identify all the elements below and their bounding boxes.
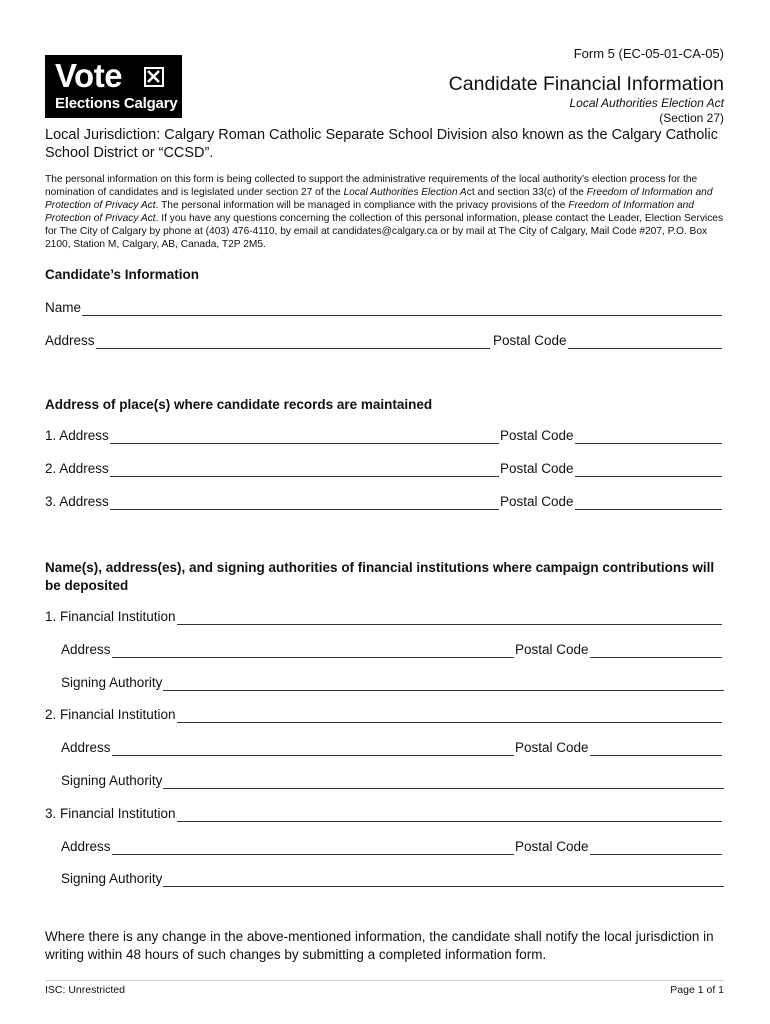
candidate-address-field[interactable] [45, 333, 490, 349]
institution-2-address-field[interactable] [61, 740, 514, 756]
signing-authority-line[interactable] [163, 873, 724, 887]
address-line[interactable] [96, 335, 490, 349]
postal-code-line[interactable] [568, 335, 722, 349]
form-number: Form 5 (EC-05-01-CA-05) [573, 46, 724, 61]
institution-3-signing-field[interactable] [61, 871, 724, 887]
signing-authority-line[interactable] [163, 677, 724, 691]
institution-3-field[interactable] [45, 806, 722, 822]
page-number: Page 1 of 1 [670, 984, 724, 996]
logo-subtitle: Elections Calgary [55, 95, 178, 112]
records-postal-1-field[interactable] [500, 428, 722, 444]
institution-2-postal-field[interactable] [515, 740, 722, 756]
candidate-info-heading: Candidate’s Information [45, 267, 200, 282]
institution-label: 2. Financial Institution [45, 707, 176, 722]
signing-authority-label: Signing Authority [61, 675, 163, 690]
name-line[interactable] [82, 302, 722, 316]
address-label: Address [61, 642, 111, 657]
postal-code-label: Postal Code [500, 494, 574, 509]
signing-authority-line[interactable] [163, 775, 724, 789]
logo-word: Vote [55, 57, 123, 94]
postal-code-line[interactable] [575, 496, 722, 510]
institution-line[interactable] [177, 808, 722, 822]
address-label: 2. Address [45, 461, 109, 476]
institution-label: 3. Financial Institution [45, 806, 176, 821]
ballot-box-x-icon [144, 67, 164, 87]
address-label: 3. Address [45, 494, 109, 509]
address-line[interactable] [110, 496, 499, 510]
security-classification: ISC: Unrestricted [45, 984, 125, 996]
change-notice: Where there is any change in the above-mentioned information, the candidate shall notify the local jurisdiction in writing within 48 hours of such changes by submitting a completed information form. [45, 929, 714, 962]
name-field[interactable] [45, 300, 722, 316]
address-line[interactable] [112, 742, 514, 756]
postal-code-line[interactable] [590, 742, 722, 756]
postal-code-line[interactable] [590, 841, 722, 855]
institutions-heading: Name(s), address(es), and signing authorities of financial institutions where campaign contributions will be deposited [45, 560, 715, 593]
records-address-3-field[interactable] [45, 494, 499, 510]
address-label: 1. Address [45, 428, 109, 443]
institution-2-field[interactable] [45, 707, 722, 723]
institution-1-address-field[interactable] [61, 642, 514, 658]
address-line[interactable] [112, 644, 514, 658]
postal-code-label: Postal Code [500, 428, 574, 443]
postal-code-label: Postal Code [493, 333, 567, 348]
act-name: Local Authorities Election Act [569, 96, 724, 110]
postal-code-line[interactable] [575, 430, 722, 444]
address-line[interactable] [110, 463, 499, 477]
address-label: Address [61, 839, 111, 854]
candidate-postal-field[interactable] [493, 333, 722, 349]
institution-1-field[interactable] [45, 609, 722, 625]
institution-3-postal-field[interactable] [515, 839, 722, 855]
footer-divider [45, 980, 724, 981]
institution-3-address-field[interactable] [61, 839, 514, 855]
records-heading: Address of place(s) where candidate records are maintained [45, 397, 433, 412]
address-line[interactable] [110, 430, 499, 444]
institution-line[interactable] [177, 709, 722, 723]
records-postal-2-field[interactable] [500, 461, 722, 477]
local-jurisdiction: Local Jurisdiction: Calgary Roman Catholic Separate School Division also known as the Calgary Catholic School District or “CCSD”. [45, 127, 718, 161]
address-line[interactable] [112, 841, 514, 855]
records-address-1-field[interactable] [45, 428, 499, 444]
section-reference: (Section 27) [659, 111, 724, 125]
institution-2-signing-field[interactable] [61, 773, 724, 789]
privacy-notice: The personal information on this form is being collected to support the administrative requirements of the local authority’s election process for the nomination of candidates and is legislated under section 27 of the Local Authorities Election Act and section 33(c) of the Freedom of Information and Protection of Privacy Act. The personal information will be managed in compliance with the privacy provisions of the Freedom of Information and Protection of Privacy Act. If you have any questions concerning the collection of this personal information, please contact the Leader, Election Services for The City of Calgary by phone at (403) 476-4110, by email at candidates@calgary.ca or by mail at The City of Calgary, Mail Code #207, P.O. Box 2100, Station M, Calgary, AB, Canada, T2P 2M5. [45, 174, 724, 250]
elections-calgary-logo [45, 55, 182, 118]
institution-line[interactable] [177, 611, 722, 625]
institution-label: 1. Financial Institution [45, 609, 176, 624]
postal-code-label: Postal Code [515, 740, 589, 755]
signing-authority-label: Signing Authority [61, 871, 163, 886]
signing-authority-label: Signing Authority [61, 773, 163, 788]
institution-1-signing-field[interactable] [61, 675, 724, 691]
name-label: Name [45, 300, 82, 315]
records-address-2-field[interactable] [45, 461, 499, 477]
records-postal-3-field[interactable] [500, 494, 722, 510]
postal-code-line[interactable] [575, 463, 722, 477]
postal-code-line[interactable] [590, 644, 722, 658]
address-label: Address [61, 740, 111, 755]
institution-1-postal-field[interactable] [515, 642, 722, 658]
postal-code-label: Postal Code [515, 839, 589, 854]
postal-code-label: Postal Code [515, 642, 589, 657]
postal-code-label: Postal Code [500, 461, 574, 476]
address-label: Address [45, 333, 95, 348]
page-title: Candidate Financial Information [448, 73, 724, 95]
